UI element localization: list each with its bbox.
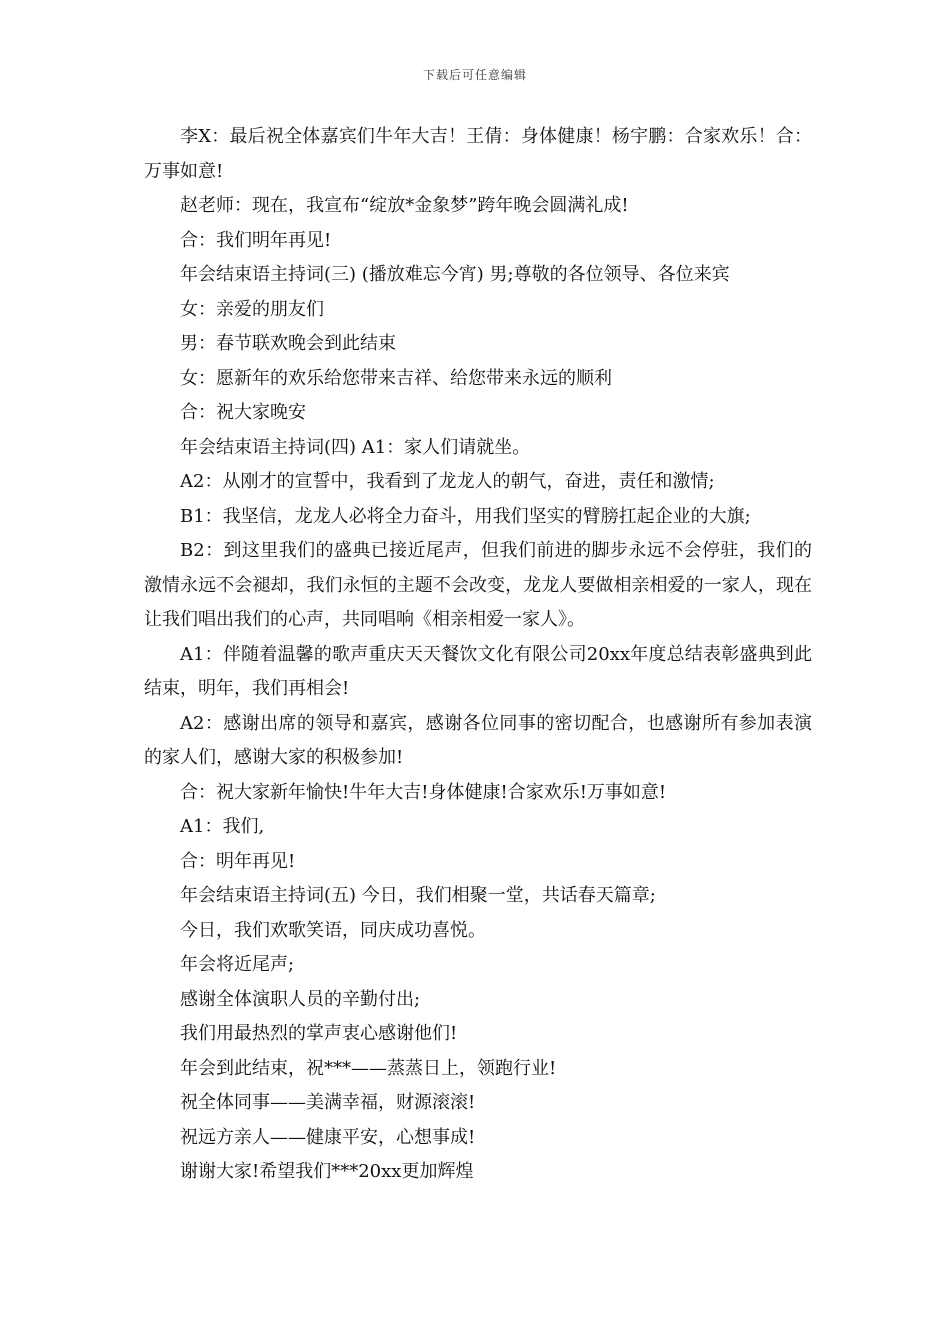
paragraph: 年会结束语主持词(三) (播放难忘今宵) 男;尊敬的各位领导、各位来宾 [180,264,730,285]
paragraph: A1：伴随着温馨的歌声重庆天天餐饮文化有限公司20xx年度总结表彰盛典到此结束，明年，我们再相会! [144,643,812,699]
paragraph: 年会结束语主持词(四) A1：家人们请就坐。 [180,436,531,458]
download-editable-note: 下载后可任意编辑 [422,68,527,82]
paragraph: 年会结束语主持词(五) 今日，我们相聚一堂，共话春天篇章; [180,885,656,906]
paragraph: 合：祝大家新年愉快!牛年大吉!身体健康!合家欢乐!万事如意! [180,781,667,803]
paragraph: 祝远方亲人——健康平安，心想事成! [180,1126,476,1148]
paragraph: 我们用最热烈的掌声衷心感谢他们! [180,1023,458,1044]
paragraph: 合：明年再见! [180,850,296,872]
paragraph: A2：从刚才的宣誓中，我看到了龙龙人的朝气，奋进，责任和激情; [180,471,715,492]
paragraph: 今日，我们欢歌笑语，同庆成功喜悦。 [180,919,486,941]
paragraph: A2：感谢出席的领导和嘉宾，感谢各位同事的密切配合，也感谢所有参加表演的家人们，感谢大家的积极参加! [144,712,812,768]
paragraph: 感谢全体演职人员的辛勤付出; [180,988,421,1010]
paragraph: 男：春节联欢晚会到此结束 [180,333,396,354]
paragraph: B1：我坚信，龙龙人必将全力奋斗，用我们坚实的臂膀扛起企业的大旗; [180,505,751,527]
paragraph: 合：祝大家晚安 [180,402,306,423]
paragraph: 女：亲爱的朋友们 [180,298,324,320]
paragraph: 谢谢大家!希望我们***20xx更加辉煌 [180,1161,474,1182]
document-body [144,120,812,1190]
paragraph: 年会将近尾声; [180,954,295,975]
paragraph: 赵老师：现在，我宣布“绽放*金象梦”跨年晚会圆满礼成! [180,195,629,216]
paragraph: 合：我们明年再见! [180,229,332,251]
paragraph: 女：愿新年的欢乐给您带来吉祥、给您带来永远的顺利 [180,367,612,389]
paragraph: 年会到此结束，祝***——蒸蒸日上，领跑行业! [180,1057,557,1079]
paragraph: A1：我们, [180,816,265,837]
paragraph: 祝全体同事——美满幸福，财源滚滚! [180,1092,476,1113]
paragraph: 李X：最后祝全体嘉宾们牛年大吉！王倩：身体健康！杨宇鹏：合家欢乐！合：万事如意! [144,126,812,182]
paragraph: B2：到这里我们的盛典已接近尾声，但我们前进的脚步永远不会停驻，我们的激情永远不会褪却，我们永恒的主题不会改变，龙龙人要做相亲相爱的一家人，现在让我们唱出我们的心声，共同唱响《相亲相爱一家人》。 [144,540,812,630]
